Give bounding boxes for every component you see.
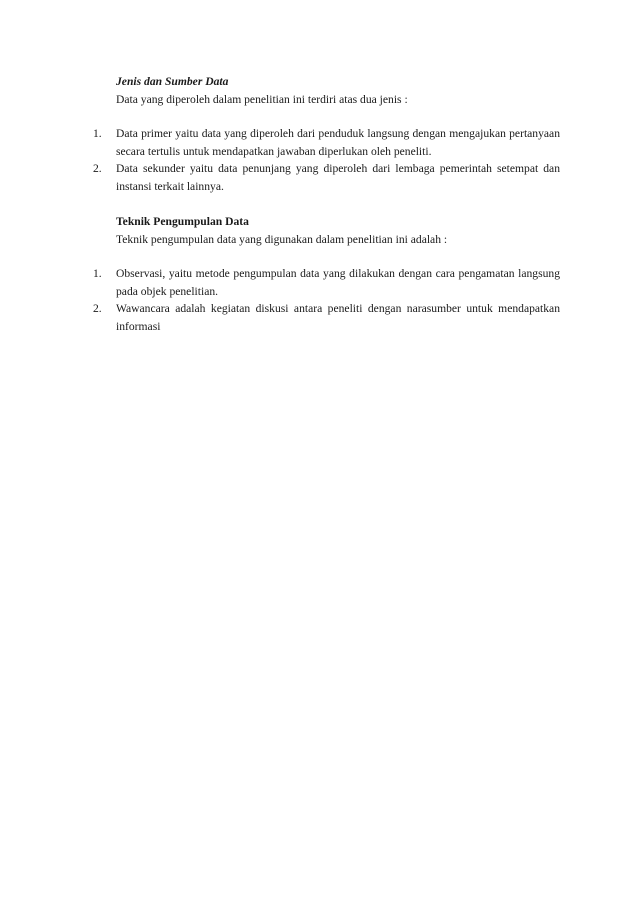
section-teknik-pengumpulan-data — [93, 213, 560, 248]
list-item-number: 2. — [93, 162, 102, 175]
list-item-text: Observasi, yaitu metode pengumpulan data yang dilakukan dengan cara pengamatan langsung pada objek penelitian. — [116, 267, 560, 298]
list-item — [93, 160, 560, 195]
list-item-number: 2. — [93, 302, 102, 315]
list-item-number: 1. — [93, 127, 102, 140]
list-item-text: Wawancara adalah kegiatan diskusi antara peneliti dengan narasumber untuk mendapatkan informasi — [116, 302, 560, 333]
section-intro: Teknik pengumpulan data yang digunakan dalam penelitian ini adalah : — [116, 232, 448, 246]
data-types-list — [93, 125, 560, 195]
document-body — [93, 73, 560, 335]
list-item-text: Data sekunder yaitu data penunjang yang diperoleh dari lembaga pemerintah setempat dan instansi terkait lainnya. — [116, 162, 560, 193]
list-item-number: 1. — [93, 267, 102, 280]
section-intro: Data yang diperoleh dalam penelitian ini terdiri atas dua jenis : — [116, 92, 408, 106]
section-heading: Jenis dan Sumber Data — [116, 75, 229, 88]
section-jenis-sumber-data — [93, 73, 560, 108]
section-heading: Teknik Pengumpulan Data — [116, 215, 249, 228]
list-item — [93, 265, 560, 300]
collection-techniques-list — [93, 265, 560, 335]
list-item-text: Data primer yaitu data yang diperoleh dari penduduk langsung dengan mengajukan pertanyaan secara tertulis untuk mendapatkan jawaban diperlukan oleh peneliti. — [116, 127, 560, 158]
list-item — [93, 125, 560, 160]
list-item — [93, 300, 560, 335]
